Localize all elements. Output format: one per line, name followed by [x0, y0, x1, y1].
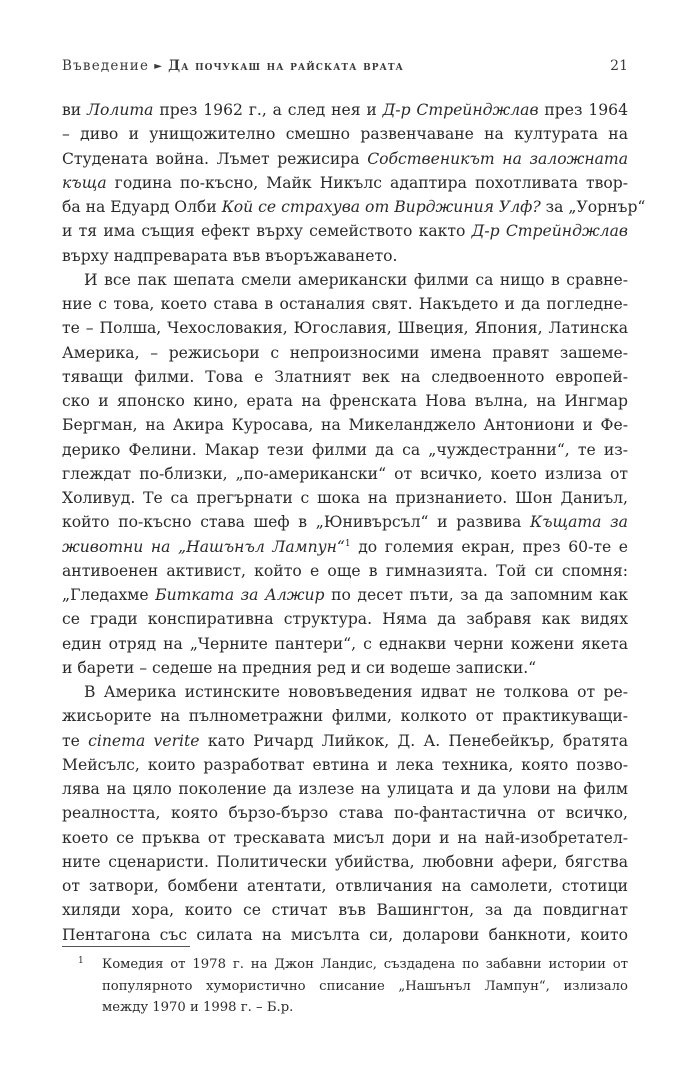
- italic-title: къща: [62, 173, 107, 192]
- text-line: [62, 680, 628, 704]
- text-run: В Америка истинските нововъведения идват не толкова от ре-: [84, 683, 628, 701]
- page-number: 21: [610, 58, 628, 74]
- text-run: един отряд на „Черните пантери“, с еднакви черни кожени якета: [62, 634, 628, 653]
- header-arrow-icon: ►: [154, 61, 164, 72]
- text-line: [62, 195, 646, 219]
- text-run: хиляди хора, които се стичат във Вашингтон, за да повдигнат: [62, 901, 628, 920]
- text-line: [62, 777, 628, 801]
- header-chapter-title: Да почукаш на райската врата: [168, 58, 404, 74]
- text-line: [62, 438, 628, 462]
- footnote: [62, 954, 628, 1019]
- text-run: И все пак шепата смели американски филми са нищо в сравне-: [84, 270, 628, 289]
- text-run: Студената война. Лъмет режисира: [62, 149, 368, 168]
- text-run: от затвори, бомбени атентати, отвличания на самолети, стотици: [62, 877, 628, 895]
- text-line: [62, 559, 628, 583]
- text-run: Пентагона със силата на мисълта си, доларови банкноти, които: [62, 925, 628, 944]
- text-line: [62, 607, 628, 631]
- text-line: [62, 898, 628, 922]
- text-line: [62, 171, 628, 195]
- text-run: глеждат по-близки, „по-американски“ от всичко, което излиза от: [62, 464, 628, 483]
- text-line: [62, 753, 628, 777]
- text-run: ние с това, което става в останалия свят. Накъдето и да погледне-: [62, 295, 628, 313]
- text-line: [62, 583, 628, 607]
- text-run: антивоенен активист, който е още в гимназията. Той си спомня:: [62, 561, 628, 580]
- text-run: – диво и унищожително смешно развенчаване на културата на: [62, 125, 628, 144]
- text-run: се гради конспиративна структура. Няма да забравя как видях: [62, 610, 628, 629]
- text-run: което се пръква от трескавата мисъл дори и на най-изобретател-: [62, 828, 628, 847]
- text-run: и тя има същия ефект върху семейството както: [62, 222, 472, 241]
- text-line: [62, 486, 628, 510]
- text-line: [62, 462, 628, 486]
- text-line: [62, 874, 628, 898]
- text-run: Бергман, на Акира Куросава, на Микеланджело Антониони и Фе-: [62, 416, 628, 435]
- text-run: през 1964: [538, 101, 628, 119]
- text-line: [62, 632, 628, 656]
- italic-title: Лолита: [87, 101, 154, 119]
- italic-title: Д-р Стрейнджлав: [382, 101, 539, 119]
- italic-title: Битката за Алжир: [155, 586, 325, 604]
- text-run: Холивуд. Те са прегърнати с шока на признанието. Шон Даниъл,: [62, 489, 628, 507]
- text-line: [62, 365, 628, 389]
- text-line: [62, 268, 628, 292]
- text-line: [62, 122, 628, 146]
- italic-title: cinema verite: [88, 731, 200, 750]
- text-run: Америка, – режисьори с непроизносими имена правят зашеме-: [62, 343, 628, 362]
- text-line: [62, 535, 628, 559]
- text-run: като Ричард Лийкок, Д. А. Пенебейкър, братята: [199, 731, 628, 750]
- text-line: [62, 510, 628, 534]
- text-run: по десет пъти, за да запомним как: [324, 586, 629, 604]
- text-run: ба на Едуард Олби: [62, 198, 222, 216]
- footnote-line: между 1970 и 1998 г. – Б.р.: [102, 1000, 294, 1015]
- text-line: [62, 413, 628, 437]
- text-run: който по-късно става шеф в „Юнивърсъл“ и развива: [62, 513, 531, 532]
- text-run: „Гледахме: [62, 586, 156, 604]
- footnote-line: популярното хумористично списание „Нашънъл Лампун“, излизало: [102, 978, 628, 994]
- italic-title: животни на „Нашънъл Лампун“: [62, 537, 345, 556]
- text-run: те – Полша, Чехословакия, Югославия, Швеция, Япония, Латинска: [62, 319, 628, 338]
- text-line: [62, 656, 628, 680]
- text-line: [62, 389, 628, 413]
- text-run: реалността, която бързо-бързо става по-фантастична от всичко,: [62, 804, 628, 823]
- text-line: [62, 826, 628, 850]
- text-line: [62, 801, 628, 825]
- text-line: [62, 729, 628, 753]
- text-run: дерико Фелини. Макар тези филми да са „чуждестранни“, те из-: [62, 440, 628, 459]
- body-text: [62, 98, 646, 947]
- text-run: върху надпреварата във въоръжаването.: [62, 246, 398, 265]
- text-run: лява на цяло поколение да излезе на улицата и да улови на филм: [62, 780, 628, 798]
- text-run: и барети – седеше на предния ред и си водеше записки.“: [62, 658, 537, 677]
- italic-title: Къщата за: [530, 513, 628, 532]
- text-run: ско и японско кино, ерата на френската Нова вълна, на Ингмар: [62, 392, 628, 410]
- footnote-mark: 1: [78, 956, 84, 966]
- running-header: [62, 58, 628, 74]
- text-line: [62, 147, 628, 171]
- text-run: те: [62, 731, 89, 750]
- footnote-line: Комедия от 1978 г. на Джон Ландис, създадена по забавни истории от: [102, 957, 628, 972]
- text-run: през 1962 г., а след нея и: [153, 101, 383, 119]
- footnote-reference: 1: [344, 538, 351, 549]
- text-run: за „Уорнър“: [540, 198, 646, 216]
- text-line: [62, 923, 628, 947]
- text-run: тяващи филми. Това е Златният век на следвоенното европей-: [62, 367, 628, 386]
- text-line: [62, 704, 628, 728]
- text-line: [62, 219, 628, 243]
- text-line: [62, 244, 628, 268]
- italic-title: Д-р Стрейнджлав: [471, 222, 628, 241]
- text-run: до големия екран, през 60-те е: [350, 537, 628, 556]
- italic-title: Кой се страхува от Вирджиния Улф?: [221, 198, 541, 216]
- footnote-divider: [62, 946, 190, 947]
- text-run: жисьорите на пълнометражни филми, колкото от практикуващи-: [62, 707, 628, 726]
- text-line: [62, 341, 628, 365]
- text-line: [62, 316, 628, 340]
- text-run: Мейсълс, които разработват евтина и лека техника, която позво-: [62, 755, 628, 774]
- text-line: [62, 292, 628, 316]
- header-section-title: Въведение: [62, 58, 150, 74]
- text-run: ви: [62, 101, 88, 119]
- text-line: [62, 850, 628, 874]
- text-line: [62, 98, 628, 122]
- italic-title: Собственикът на заложната: [367, 149, 629, 168]
- text-run: година по-късно, Майк Никълс адаптира похотливата твор-: [106, 173, 628, 192]
- text-run: ните сценаристи. Политически убийства, любовни афери, бягства: [62, 852, 628, 871]
